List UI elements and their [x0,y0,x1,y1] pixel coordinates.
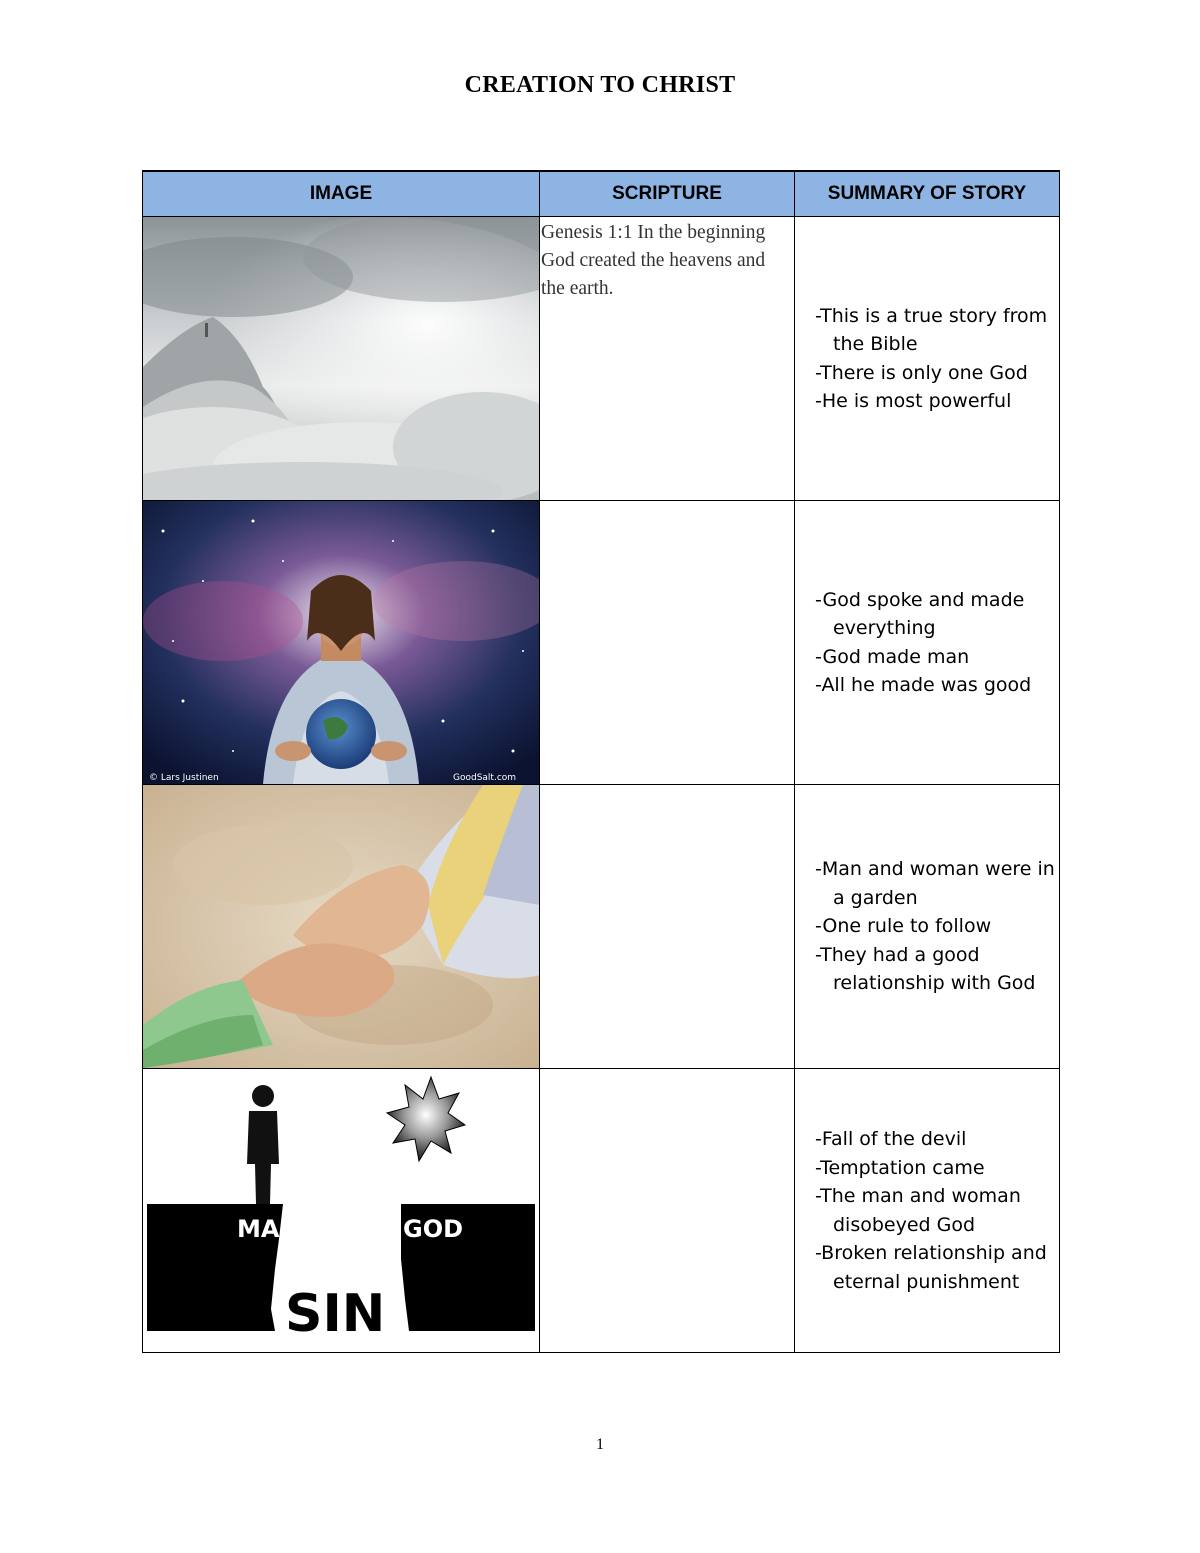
image-cell [143,785,540,1069]
scripture-text [540,1069,794,1071]
summary-list [815,302,1059,416]
summary-cell [795,785,1060,1069]
scripture-cell [540,501,795,785]
handshake-image [143,785,540,1068]
summary-cell [795,217,1060,501]
summary-item: -This is a true story from the Bible [815,304,1048,355]
image-credit-left: © Lars Justinen [149,773,219,783]
image-cell [143,1069,540,1353]
scripture-cell [540,1069,795,1353]
table-row [143,785,1060,1069]
man-god-sin-gap-image [143,1069,540,1352]
summary-list [815,1125,1059,1296]
scripture-text [540,501,794,503]
header-summary: SUMMARY OF STORY [795,171,1060,217]
jesus-holding-earth-image [143,501,540,784]
summary-item: -Fall of the devil [815,1128,967,1150]
summary-item: -Temptation came [815,1156,985,1179]
table-header-row [143,171,1060,217]
image-cell [143,501,540,785]
summary-item: -One rule to follow [815,915,992,938]
table-row [143,1069,1060,1353]
table-row [143,501,1060,785]
scripture-text [540,785,794,787]
summary-list [815,586,1059,700]
scripture-cell [540,217,795,501]
summary-list [815,855,1059,998]
image-cell [143,217,540,501]
scripture-cell [540,785,795,1069]
image-credit-right: GoodSalt.com [453,773,517,783]
summary-item: -God spoke and made everything [815,588,1025,639]
summary-item: -God made man [815,645,970,668]
summary-item: -He is most powerful [815,390,1012,412]
header-scripture: SCRIPTURE [540,171,795,217]
summary-item: -There is only one God [815,361,1028,384]
summary-cell [795,501,1060,785]
page-number: 1 [596,1436,604,1453]
sin-label: SIN [285,1284,386,1344]
summary-item: -Broken relationship and eternal punishment [815,1242,1047,1293]
summary-item: -Man and woman were in a garden [815,858,1055,909]
header-image: IMAGE [143,171,540,217]
story-table [142,170,1060,1353]
clouds-heaven-image [143,217,540,500]
summary-item: -All he made was good [815,674,1032,696]
summary-item: -They had a good relationship with God [815,943,1036,995]
scripture-text: Genesis 1:1 In the beginning God created the heavens and the earth. [541,222,766,299]
man-label: MAN [237,1215,300,1243]
table-row [143,217,1060,501]
summary-item: -The man and woman disobeyed God [815,1185,1021,1236]
page-title: CREATION TO CHRIST [464,72,736,98]
summary-cell [795,1069,1060,1353]
god-label: GOD [403,1215,464,1243]
